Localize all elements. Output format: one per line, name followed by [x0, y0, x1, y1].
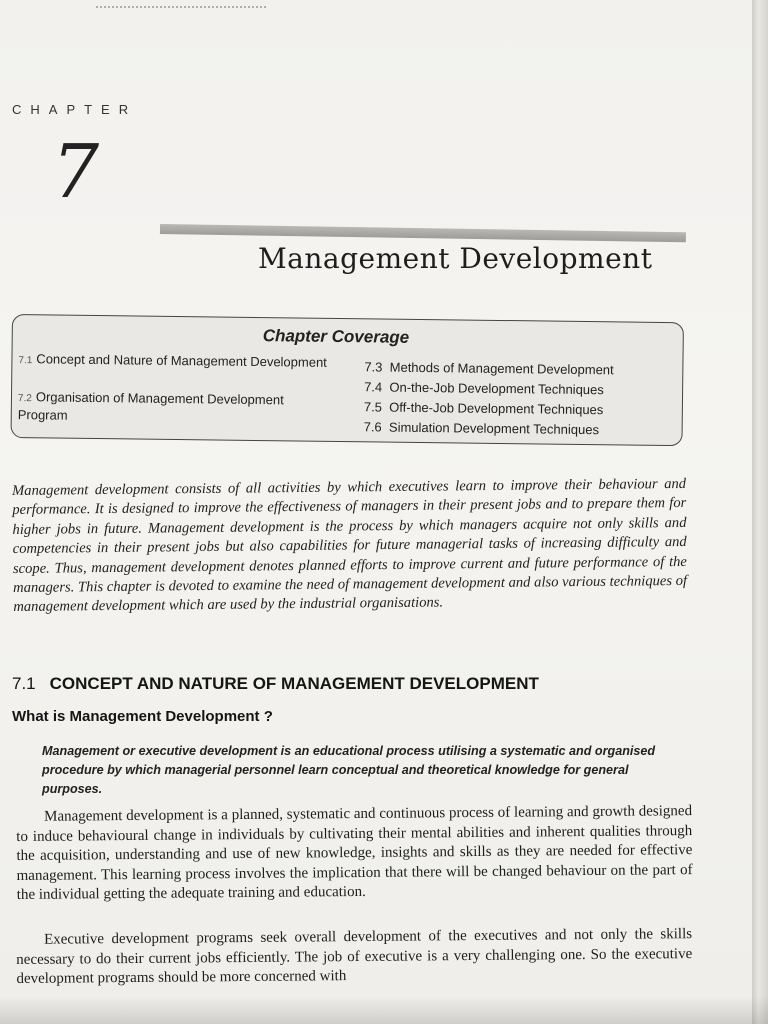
definition-block: Management or executive development is an educational process utilising a systematic and organised procedure by which managerial personnel learn conceptual and theoretical knowledge for general purposes. [42, 744, 656, 796]
section-title: CONCEPT AND NATURE OF MANAGEMENT DEVELOPMENT [49, 674, 539, 693]
chapter-number: 7 [52, 129, 100, 215]
coverage-item-text: Off-the-Job Development Techniques [389, 399, 604, 418]
chapter-label: CHAPTER [12, 102, 138, 117]
coverage-item-number: 7.4 [364, 379, 383, 395]
page-top-marking [96, 0, 266, 8]
title-rule [160, 224, 686, 242]
coverage-item [18, 351, 334, 373]
bottom-shadow [0, 996, 768, 1024]
coverage-item [364, 399, 664, 419]
page-edge [752, 0, 768, 1024]
coverage-item-number: 7.3 [364, 359, 383, 375]
coverage-item [364, 359, 664, 379]
coverage-item [18, 389, 334, 427]
coverage-item-number: 7.6 [363, 419, 382, 435]
coverage-item-text: On-the-Job Development Techniques [389, 379, 604, 398]
coverage-item-number: 7.1 [18, 355, 33, 367]
body-paragraph: Management development is a planned, systematic and continuous process of learning and growth designed to induce behavioural change in individuals by cultivating their mental abilities and inherent qualities through the acquisition, understanding and use of new knowledge, insights and skills as they are needed for effective management. This learning process involves the implication that there will be changed behaviour on the part of the individual getting the adequate training and education. [16, 803, 693, 904]
chapter-coverage-box [10, 314, 683, 446]
coverage-heading: Chapter Coverage [262, 326, 410, 347]
chapter-intro-paragraph: Management development consists of all activities by which executives learn to improve their behaviour and performance. It is designed to improve the effectiveness of managers in their present jobs and to prepare them for higher jobs in future. Management development is the process by which managers acquire not only skills and competencies in their present jobs but also capabilities for future managerial tasks of increasing difficulty and scope. Thus, management development denotes planned efforts to improve current and future performance of the managers. This chapter is devoted to examine the need of management development and also various techniques of management development which are used by the industrial organisations. [12, 475, 688, 616]
body-paragraph: Executive development programs seek overall development of the executives and not only the skills necessary to do their current jobs efficiently. The job of executive is a very challenging one. So the executive development programs should be more concerned with [16, 926, 693, 988]
coverage-item-text: Organisation of Management Development Program [17, 389, 284, 423]
subsection-heading: What is Management Development ? [12, 708, 273, 725]
section-heading [12, 674, 539, 694]
coverage-item-number: 7.2 [17, 393, 32, 405]
coverage-item-number: 7.5 [363, 399, 383, 415]
coverage-item [364, 419, 664, 439]
coverage-item [364, 379, 664, 399]
section-number: 7.1 [12, 674, 36, 693]
chapter-title: Management Development [258, 242, 653, 275]
coverage-item-text: Concept and Nature of Management Development [36, 351, 327, 370]
coverage-item-text: Methods of Management Development [389, 359, 614, 378]
coverage-item-text: Simulation Development Techniques [388, 419, 600, 438]
